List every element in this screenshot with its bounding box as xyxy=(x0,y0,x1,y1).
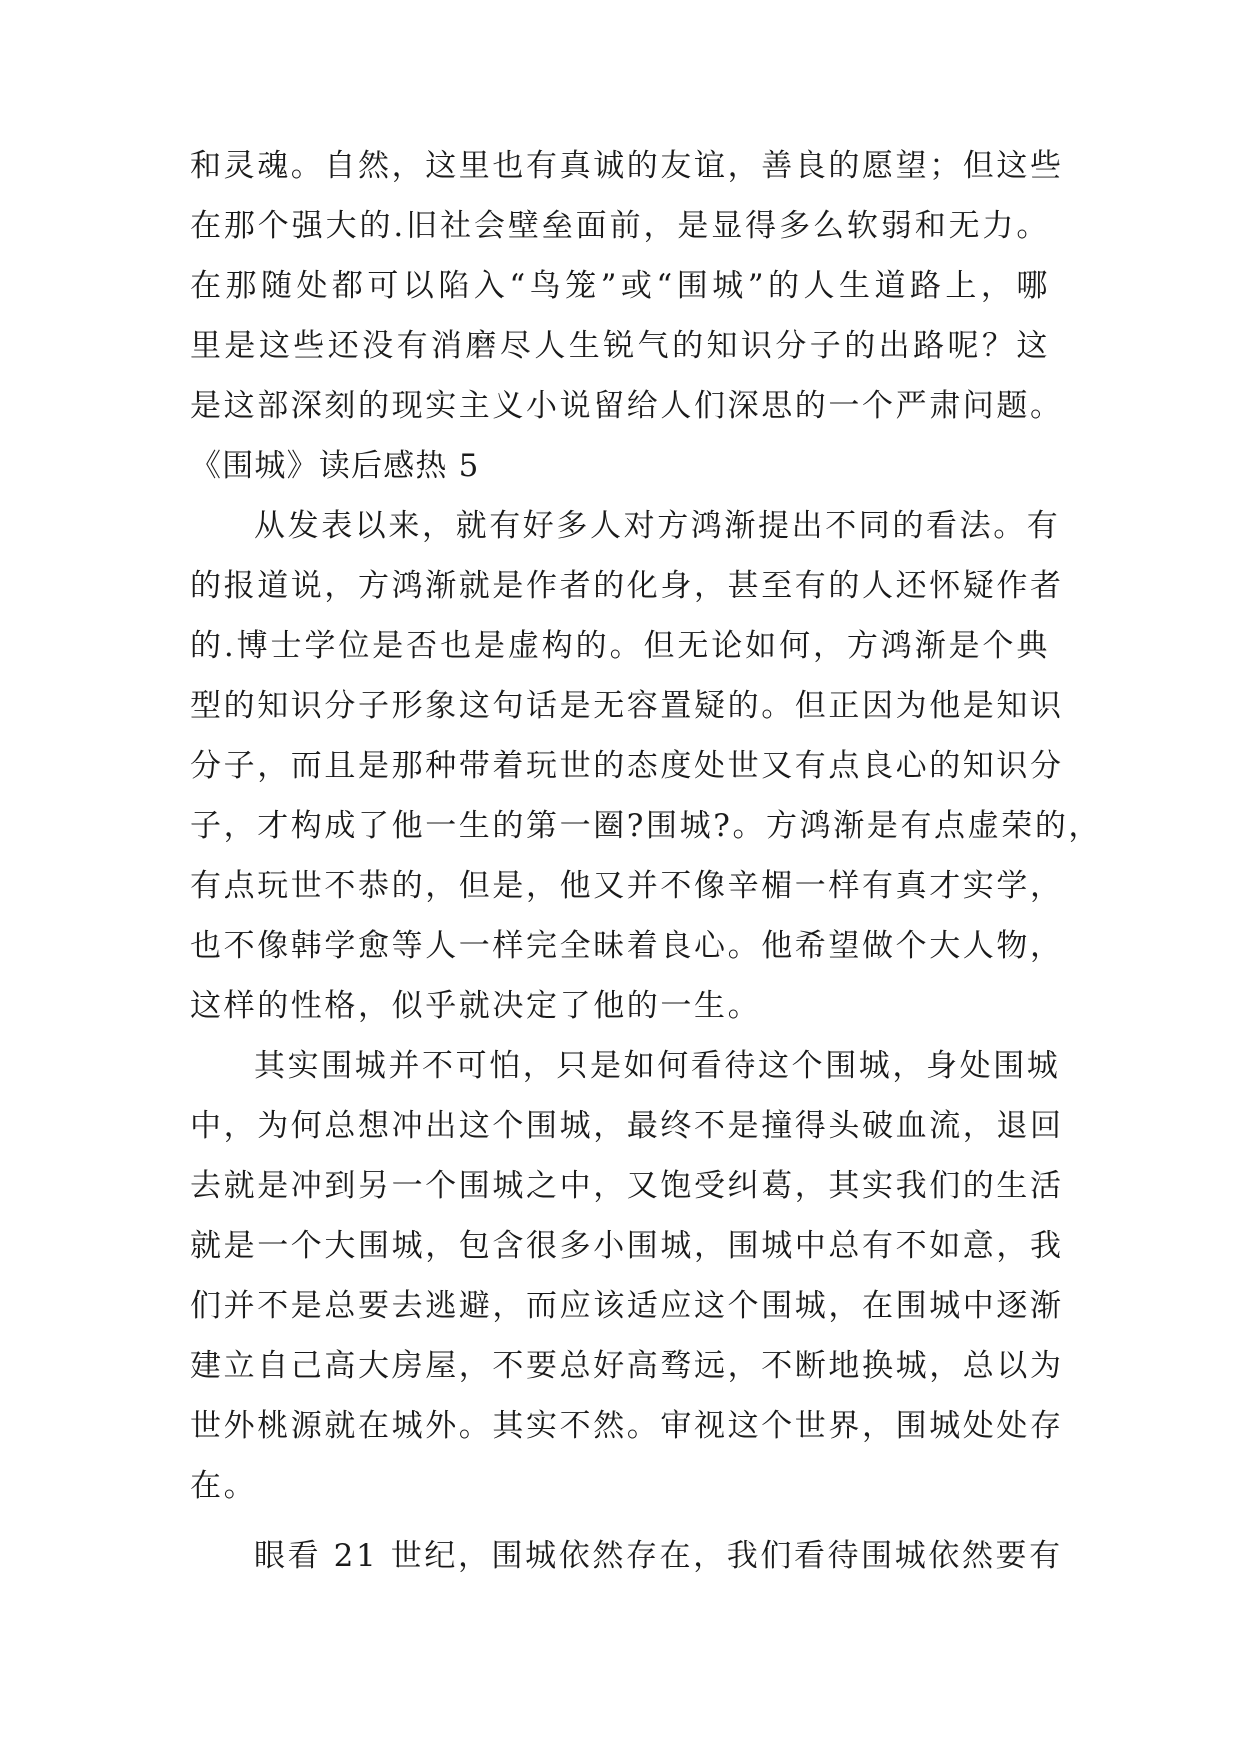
text-line: 有点玩世不恭的，但是，他又并不像辛楣一样有真才实学， xyxy=(190,868,1064,904)
text-line: 里是这些还没有消磨尽人生锐气的知识分子的出路呢？这 xyxy=(190,328,1050,364)
text-line: 在那个强大的.旧社会壁垒面前，是显得多么软弱和无力。 xyxy=(190,208,1050,244)
text-line: 在那随处都可以陷入“鸟笼”或“围城”的人生道路上，哪 xyxy=(190,268,1050,304)
text-line: 就是一个大围城，包含很多小围城，围城中总有不如意，我 xyxy=(190,1228,1064,1264)
text-line: 世外桃源就在城外。其实不然。审视这个世界，围城处处存 xyxy=(190,1408,1064,1444)
text-line: 建立自己高大房屋，不要总好高骛远，不断地换城，总以为 xyxy=(190,1348,1064,1384)
paragraph-first-line: 其实围城并不可怕，只是如何看待这个围城，身处围城 xyxy=(254,1048,1061,1084)
section-heading: 《围城》读后感热 5 xyxy=(190,448,480,484)
text-line: 这样的性格，似乎就决定了他的一生。 xyxy=(190,988,762,1024)
text-line: 也不像韩学愈等人一样完全昧着良心。他希望做个大人物， xyxy=(190,928,1064,964)
text-line: 是这部深刻的现实主义小说留给人们深思的一个严肃问题。 xyxy=(190,388,1064,424)
text-line: 的报道说，方鸿渐就是作者的化身，甚至有的人还怀疑作者 xyxy=(190,568,1064,604)
text-line: 们并不是总要去逃避，而应该适应这个围城，在围城中逐渐 xyxy=(190,1288,1064,1324)
paragraph-first-line: 眼看 21 世纪，围城依然存在，我们看待围城依然要有 xyxy=(254,1538,1063,1574)
text-line: 分子，而且是那种带着玩世的态度处世又有点良心的知识分 xyxy=(190,748,1064,784)
text-line: 中，为何总想冲出这个围城，最终不是撞得头破血流，退回 xyxy=(190,1108,1064,1144)
text-line: 的.博士学位是否也是虚构的。但无论如何，方鸿渐是个典 xyxy=(190,628,1050,664)
text-line: 型的知识分子形象这句话是无容置疑的。但正因为他是知识 xyxy=(190,688,1064,724)
text-line: 和灵魂。自然，这里也有真诚的友谊，善良的愿望；但这些 xyxy=(190,148,1064,184)
text-line: 子，才构成了他一生的第一圈?围城?。方鸿渐是有点虚荣的， xyxy=(190,808,1103,844)
paragraph-first-line: 从发表以来，就有好多人对方鸿渐提出不同的看法。有 xyxy=(254,508,1061,544)
text-line: 去就是冲到另一个围城之中，又饱受纠葛，其实我们的生活 xyxy=(190,1168,1064,1204)
text-line: 在。 xyxy=(190,1468,258,1504)
